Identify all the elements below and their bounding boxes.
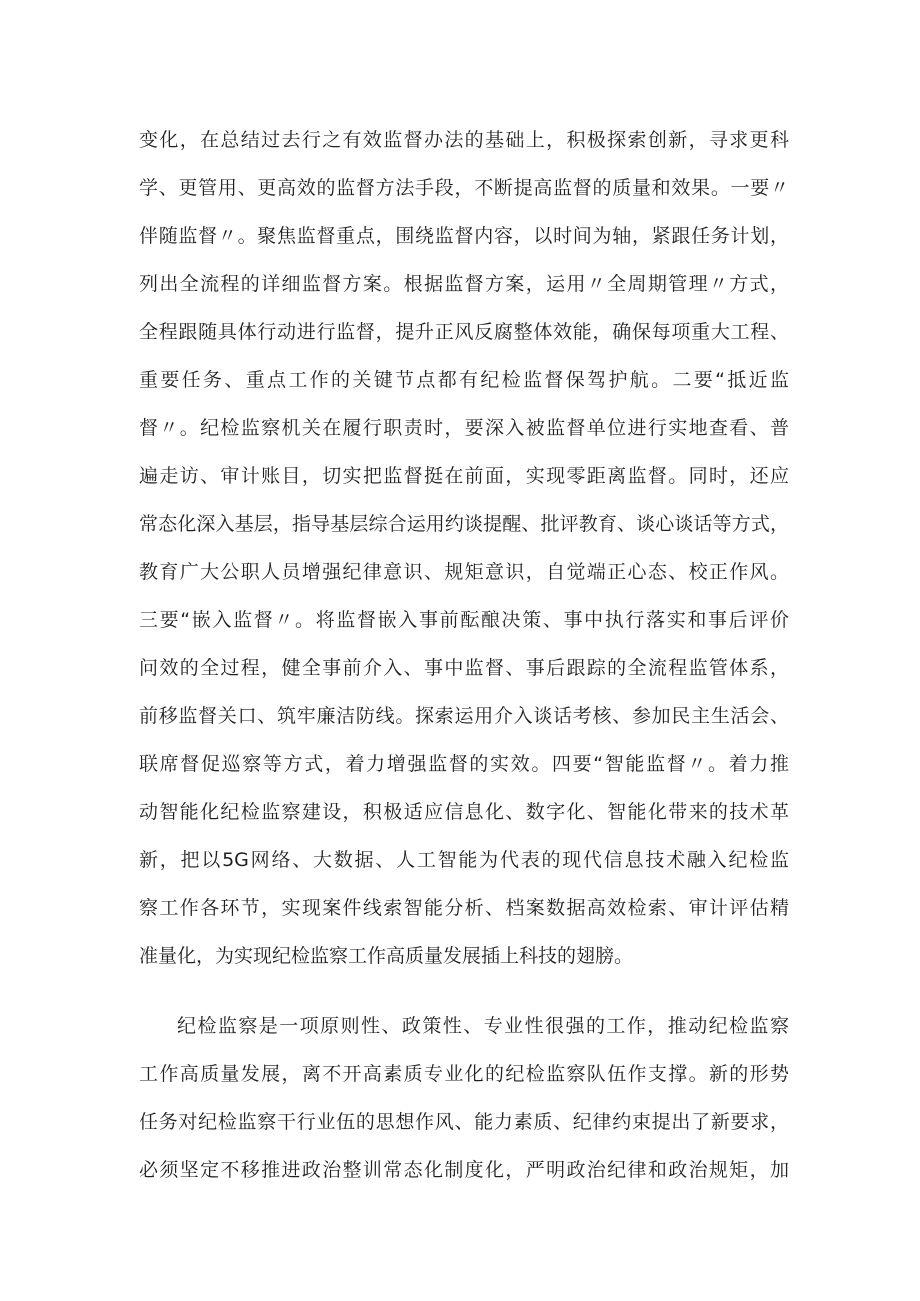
text-line: 重要任务、重点工作的关键节点都有纪检监督保驾护航。二要“抵近监 <box>139 369 789 391</box>
text-line: 必须坚定不移推进政治整训常态化制度化，严明政治纪律和政治规矩，加 <box>139 1159 789 1181</box>
text-line: 全程跟随具体行动进行监督，提升正风反腐整体效能，确保每项重大工程、 <box>139 321 789 343</box>
document-body <box>139 116 789 1194</box>
text-line: 遍走访、审计账目，切实把监督挺在前面，实现零距离监督。同时，还应 <box>139 465 789 487</box>
text-line: 列出全流程的详细监督方案。根据监督方案，运用〃全周期管理〃方式， <box>139 273 789 295</box>
text-line: 新，把以5G网络、大数据、人工智能为代表的现代信息技术融入纪检监 <box>139 849 789 871</box>
text-line: 常态化深入基层，指导基层综合运用约谈提醒、批评教育、谈心谈话等方式， <box>139 513 789 535</box>
text-line: 纪检监察是一项原则性、政策性、专业性很强的工作，推动纪检监察 <box>177 1015 789 1037</box>
text-line: 教育广大公职人员增强纪律意识、规矩意识，自觉端正心态、校正作风。 <box>139 561 789 583</box>
paragraph-1 <box>139 116 789 980</box>
text-line: 动智能化纪检监察建设，积极适应信息化、数字化、智能化带来的技术革 <box>139 801 789 823</box>
paragraph-2 <box>139 1002 789 1194</box>
text-line: 三要“嵌入监督〃。将监督嵌入事前酝酿决策、事中执行落实和事后评价 <box>139 609 789 631</box>
text-line: 准量化，为实现纪检监察工作高质量发展插上科技的翅膀。 <box>139 945 634 967</box>
text-line: 学、更管用、更高效的监督方法手段，不断提高监督的质量和效果。一要〃 <box>139 177 789 199</box>
text-line: 伴随监督〃。聚焦监督重点，围绕监督内容，以时间为轴，紧跟任务计划， <box>139 225 789 247</box>
text-line: 前移监督关口、筑牢廉洁防线。探索运用介入谈话考核、参加民主生活会、 <box>139 705 789 727</box>
text-line: 变化，在总结过去行之有效监督办法的基础上，积极探索创新，寻求更科 <box>139 129 789 151</box>
text-line: 督〃。纪检监察机关在履行职责时，要深入被监督单位进行实地查看、普 <box>139 417 789 439</box>
text-line: 问效的全过程，健全事前介入、事中监督、事后跟踪的全流程监管体系， <box>139 657 789 679</box>
text-line: 任务对纪检监察干行业伍的思想作风、能力素质、纪律约束提出了新要求， <box>139 1111 789 1133</box>
paragraph-spacer <box>139 980 789 1002</box>
text-line: 联席督促巡察等方式，着力增强监督的实效。四要“智能监督〃。着力推 <box>139 753 789 775</box>
text-line: 察工作各环节，实现案件线索智能分析、档案数据高效检索、审计评估精 <box>139 897 789 919</box>
text-line: 工作高质量发展，离不开高素质专业化的纪检监察队伍作支撑。新的形势 <box>139 1063 789 1085</box>
